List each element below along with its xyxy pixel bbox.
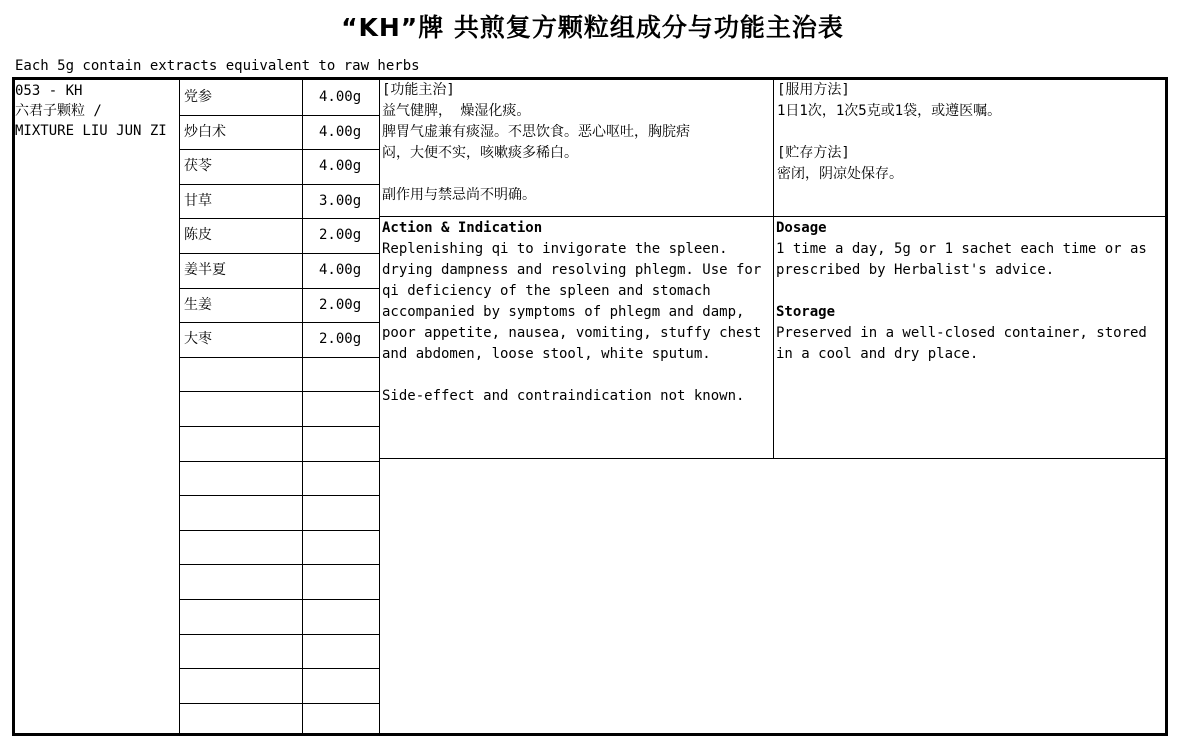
cn-function-heading: [功能主治] bbox=[382, 82, 455, 98]
cn-function-line: 脾胃气虚兼有痰湿。不思饮食。恶心呕吐，胸脘痞 bbox=[382, 124, 690, 140]
product-name-en: MIXTURE LIU JUN ZI bbox=[15, 123, 167, 139]
row-divider bbox=[179, 530, 379, 531]
en-action-line: poor appetite, nausea, vomiting, stuffy chest bbox=[382, 325, 762, 341]
ingredient-dose: 4.00g bbox=[319, 158, 362, 174]
cn-function-line: 益气健脾， 燥湿化痰。 bbox=[382, 103, 531, 119]
en-action-line: Replenishing qi to invigorate the spleen. bbox=[382, 241, 728, 257]
ingredient-name: 大枣 bbox=[184, 331, 212, 347]
ingredient-dose: 4.00g bbox=[319, 89, 362, 105]
column-divider bbox=[379, 80, 380, 734]
en-action-line: Side-effect and contraindication not known. bbox=[382, 388, 745, 404]
ingredient-dose: 2.00g bbox=[319, 297, 362, 313]
row-divider bbox=[179, 149, 379, 150]
en-action-line: drying dampness and resolving phlegm. Use for bbox=[382, 262, 762, 278]
row-divider bbox=[179, 461, 379, 462]
cn-storage-heading: [贮存方法] bbox=[777, 145, 850, 161]
row-divider bbox=[179, 668, 379, 669]
ingredient-dose: 3.00g bbox=[319, 193, 362, 209]
ingredient-dose: 4.00g bbox=[319, 124, 362, 140]
row-divider bbox=[179, 184, 379, 185]
row-divider bbox=[179, 564, 379, 565]
row-divider bbox=[179, 599, 379, 600]
en-storage-line: Preserved in a well-closed container, stored bbox=[776, 325, 1147, 341]
column-divider bbox=[773, 80, 774, 458]
row-divider bbox=[179, 495, 379, 496]
cn-function-line: 副作用与禁忌尚不明确。 bbox=[382, 187, 536, 203]
en-storage-heading: Storage bbox=[776, 304, 836, 320]
en-action-line: accompanied by symptoms of phlegm and damp, bbox=[382, 304, 745, 320]
cn-dosage-text: 1日1次，1次5克或1袋，或遵医嘱。 bbox=[777, 103, 1002, 119]
column-divider bbox=[302, 80, 303, 734]
row-divider bbox=[179, 322, 379, 323]
en-dosage-line: prescribed by Herbalist's advice. bbox=[776, 262, 1055, 278]
row-divider bbox=[179, 288, 379, 289]
ingredient-name: 陈皮 bbox=[184, 227, 212, 243]
column-divider bbox=[179, 80, 180, 734]
page-subtitle: Each 5g contain extracts equivalent to raw herbs bbox=[15, 58, 420, 74]
ingredient-name: 茯苓 bbox=[184, 158, 212, 174]
row-divider bbox=[179, 115, 379, 116]
row-divider bbox=[179, 253, 379, 254]
row-divider bbox=[179, 357, 379, 358]
en-action-line: qi deficiency of the spleen and stomach bbox=[382, 283, 711, 299]
ingredient-dose: 2.00g bbox=[319, 331, 362, 347]
cn-function-line: 闷，大便不实，咳嗽痰多稀白。 bbox=[382, 145, 578, 161]
product-name-cn: 六君子颗粒 / bbox=[15, 103, 102, 119]
cn-storage-text: 密闭，阴凉处保存。 bbox=[777, 166, 903, 182]
en-action-line: and abdomen, loose stool, white sputum. bbox=[382, 346, 711, 362]
ingredient-name: 姜半夏 bbox=[184, 262, 226, 278]
product-code: 053 - KH bbox=[15, 83, 83, 99]
section-divider bbox=[379, 458, 1166, 459]
row-divider bbox=[179, 426, 379, 427]
section-divider bbox=[379, 216, 1166, 217]
page-title: “KH”牌 共煎复方颗粒组成分与功能主治表 bbox=[341, 13, 844, 42]
row-divider bbox=[179, 218, 379, 219]
row-divider bbox=[179, 634, 379, 635]
en-dosage-line: 1 time a day, 5g or 1 sachet each time or as bbox=[776, 241, 1147, 257]
row-divider bbox=[179, 391, 379, 392]
en-dosage-heading: Dosage bbox=[776, 220, 827, 236]
cn-dosage-heading: [服用方法] bbox=[777, 82, 850, 98]
product-info bbox=[15, 81, 167, 141]
en-action-heading: Action & Indication bbox=[382, 220, 543, 236]
row-divider bbox=[179, 703, 379, 704]
ingredient-name: 甘草 bbox=[184, 193, 212, 209]
en-storage-line: in a cool and dry place. bbox=[776, 346, 979, 362]
ingredient-dose: 4.00g bbox=[319, 262, 362, 278]
ingredient-name: 生姜 bbox=[184, 297, 212, 313]
ingredient-name: 炒白术 bbox=[184, 124, 226, 140]
ingredient-name: 党参 bbox=[184, 89, 212, 105]
ingredient-dose: 2.00g bbox=[319, 227, 362, 243]
